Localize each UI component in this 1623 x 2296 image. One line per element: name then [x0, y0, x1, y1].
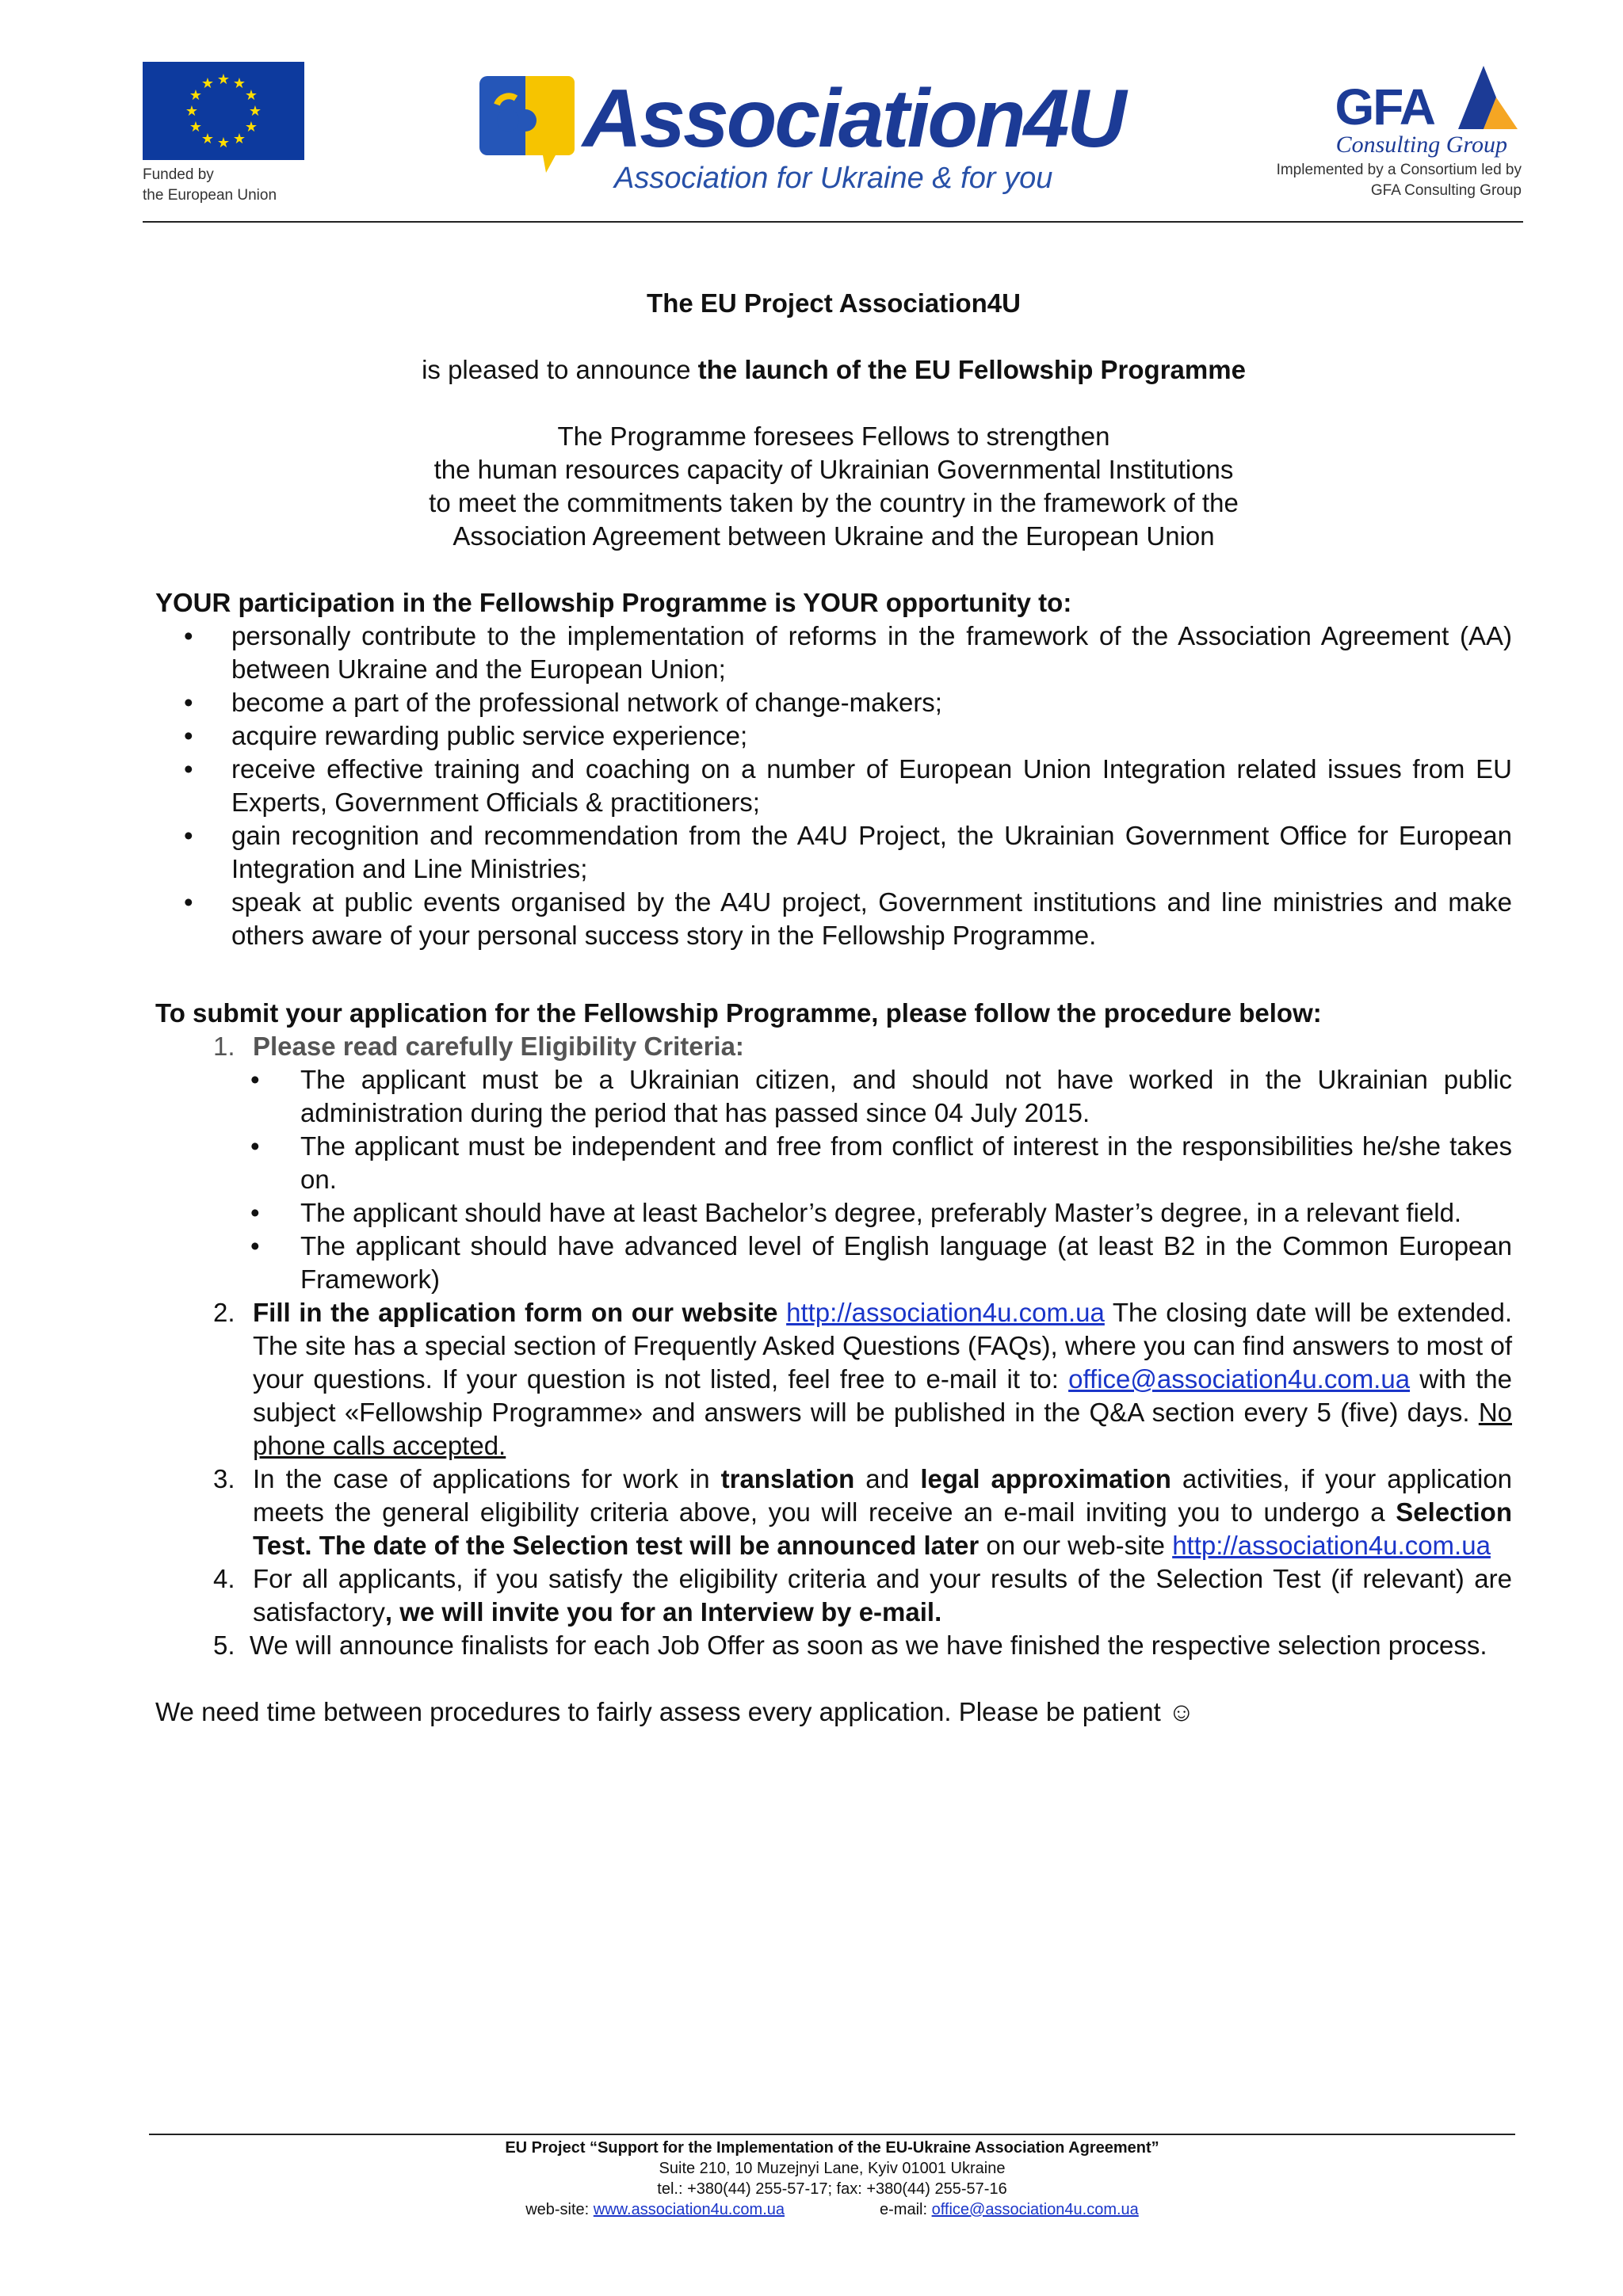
step-3-text: activities, if your application meets the general eligibility criteria above, you will receive an e-mail inviting you to undergo a: [253, 1464, 1513, 1527]
step-number: 5.: [213, 1630, 235, 1660]
step-number: 2.: [213, 1298, 235, 1327]
gfa-logo: [1236, 62, 1522, 141]
step-4-bold: , we will invite you for an Interview by e-mail.: [384, 1597, 942, 1627]
procedure-heading: To submit your application for the Fellowship Programme, please follow the procedure below:: [155, 998, 1322, 1028]
office-email-link[interactable]: office@association4u.com.ua: [1068, 1364, 1411, 1394]
list-item: • The applicant should have advanced level of English language (at least B2 in the Common European Framework): [250, 1230, 1512, 1296]
step-application-form: [155, 1296, 1512, 1463]
eu-caption: [143, 165, 309, 206]
footer-title: EU Project “Support for the Implementation of the EU-Ukraine Association Agreement”: [505, 2139, 1159, 2157]
list-item: • speak at public events organised by the A4U project, Government institutions and line ministries and make others aware of your personal success story in the Fellowship Programme.: [155, 886, 1512, 952]
step-number: 3.: [213, 1464, 235, 1493]
svg-text:★: ★: [232, 131, 246, 147]
step-3-text: In the case of applications for work in: [253, 1464, 721, 1493]
step-3-text: on our web-site: [979, 1531, 1173, 1560]
footer: [149, 2138, 1515, 2220]
gfa-triangle-icon: [1434, 62, 1522, 133]
footer-email-link[interactable]: office@association4u.com.ua: [931, 2201, 1139, 2218]
programme-description-line: The Programme foresees Fellows to strengthen: [557, 421, 1110, 451]
footer-web-label: web-site:: [525, 2201, 594, 2218]
list-item: • receive effective training and coaching on a number of European Union Integration related issues from EU Experts, Government Officials & practitioners;: [155, 753, 1512, 819]
list-item: • The applicant should have at least Bachelor’s degree, preferably Master’s degree, in a relevant field.: [250, 1196, 1512, 1230]
svg-text:★: ★: [244, 87, 258, 104]
footer-email-label: e-mail:: [880, 2201, 932, 2218]
gfa-consulting-block: [1236, 62, 1522, 201]
step-number: 1.: [213, 1032, 235, 1061]
svg-text:★: ★: [200, 75, 215, 92]
svg-text:★: ★: [248, 103, 262, 120]
svg-text:★: ★: [232, 75, 246, 92]
svg-text:★: ★: [200, 131, 215, 147]
no-phone-calls-note: No phone calls accepted.: [253, 1398, 1512, 1460]
website-link[interactable]: http://association4u.com.ua: [1172, 1531, 1491, 1560]
step-2-text-2: with the subject «Fellowship Programme» and answers will be published in the Q&A section every 5 (five) days.: [253, 1364, 1512, 1427]
footer-address: Suite 210, 10 Muzejnyi Lane, Kyiv 01001 Ukraine: [659, 2160, 1006, 2177]
programme-description-line: to meet the commitments taken by the country in the framework of the: [429, 488, 1239, 517]
svg-text:★: ★: [216, 71, 231, 88]
opportunity-list: [155, 620, 1512, 952]
list-item: • gain recognition and recommendation from the A4U Project, the Ukrainian Government Office for European Integration and Line Ministries;: [155, 819, 1512, 886]
gfa-caption: [1236, 160, 1522, 201]
svg-text:★: ★: [216, 135, 231, 151]
step-3-bold: Selection Test. The date of the Selection test will be announced later: [253, 1497, 1512, 1560]
announcement-line: [155, 353, 1512, 387]
step-2-text-1: The closing date will be extended. The site has a special section of Frequently Asked Questions (FAQs), where you can find answers to most of your questions. If your question is not listed, feel free to e-mail it to:: [253, 1298, 1512, 1394]
gfa-caption-line-2: GFA Consulting Group: [1370, 182, 1522, 199]
step-4-text: For all applicants, if you satisfy the eligibility criteria and your results of the Selection Test (if relevant) are satisfactory: [253, 1564, 1512, 1627]
brand-name: Association4U: [582, 73, 1125, 165]
programme-description-line: the human resources capacity of Ukrainian Governmental Institutions: [433, 455, 1234, 484]
step-3-text: and: [854, 1464, 921, 1493]
eu-caption-line-1: Funded by: [143, 166, 214, 183]
announcement-text: is pleased to announce: [422, 355, 698, 384]
procedure-steps: [155, 1030, 1512, 1629]
eu-flag-icon: [143, 62, 304, 160]
svg-text:★: ★: [189, 119, 203, 135]
programme-description-line: Association Agreement between Ukraine and the European Union: [453, 521, 1215, 551]
list-item: • The applicant must be a Ukrainian citizen, and should not have worked in the Ukrainian public administration during the period that has passed since 04 July 2015.: [250, 1063, 1512, 1130]
svg-text:★: ★: [244, 119, 258, 135]
announcement-highlight: the launch of the EU Fellowship Programme: [697, 355, 1246, 384]
gfa-caption-line-1: Implemented by a Consortium led by: [1276, 162, 1522, 178]
announcement-body: [155, 287, 1512, 1729]
list-item: • The applicant must be independent and free from conflict of interest in the responsibilities he/she takes on.: [250, 1130, 1512, 1196]
gfa-name: GFA: [1335, 78, 1434, 135]
document-title: The EU Project Association4U: [647, 288, 1021, 318]
gfa-consulting-label: Consulting Group: [1335, 132, 1507, 158]
header-divider: [143, 221, 1523, 223]
programme-description: [155, 420, 1512, 553]
eligibility-criteria-list: [250, 1063, 1512, 1296]
eu-caption-line-2: the European Union: [143, 187, 277, 204]
association4u-logo: [479, 73, 1161, 208]
website-link[interactable]: http://association4u.com.ua: [786, 1298, 1105, 1327]
step-eligibility: [155, 1030, 1512, 1296]
footer-divider: [149, 2134, 1515, 2135]
letterhead: [143, 55, 1522, 222]
svg-text:★: ★: [189, 87, 203, 104]
brand-tagline: Association for Ukraine & for you: [614, 162, 1053, 195]
eu-funding-block: [143, 62, 309, 206]
list-item: • acquire rewarding public service experience;: [155, 719, 1512, 753]
step-3-bold: translation: [720, 1464, 855, 1493]
svg-text:★: ★: [185, 103, 199, 120]
step-selection-test: [155, 1463, 1512, 1562]
step-3-bold: legal approximation: [920, 1464, 1171, 1493]
opportunity-heading: YOUR participation in the Fellowship Programme is YOUR opportunity to:: [155, 588, 1072, 617]
step-interview: [155, 1562, 1512, 1629]
list-item: • personally contribute to the implementation of reforms in the framework of the Association Agreement (AA) between Ukraine and the European Union;: [155, 620, 1512, 686]
footer-contacts: [149, 2199, 1515, 2220]
step-number: 4.: [213, 1564, 235, 1593]
closing-note: We need time between procedures to fairly assess every application. Please be patient ☺: [155, 1697, 1195, 1726]
step-2-bold: Fill in the application form on our website: [253, 1298, 778, 1327]
list-item: • become a part of the professional network of change-makers;: [155, 686, 1512, 719]
step-finalists: [155, 1629, 1512, 1662]
step-5-text: We will announce finalists for each Job Offer as soon as we have finished the respective selection process.: [249, 1630, 1487, 1660]
eligibility-title: Please read carefully Eligibility Criteria:: [253, 1032, 744, 1061]
footer-phone: tel.: +380(44) 255-57-17; fax: +380(44) 255-57-16: [657, 2180, 1007, 2198]
footer-website-link[interactable]: www.association4u.com.ua: [593, 2201, 785, 2218]
puzzle-speech-bubble-icon: [479, 73, 579, 176]
